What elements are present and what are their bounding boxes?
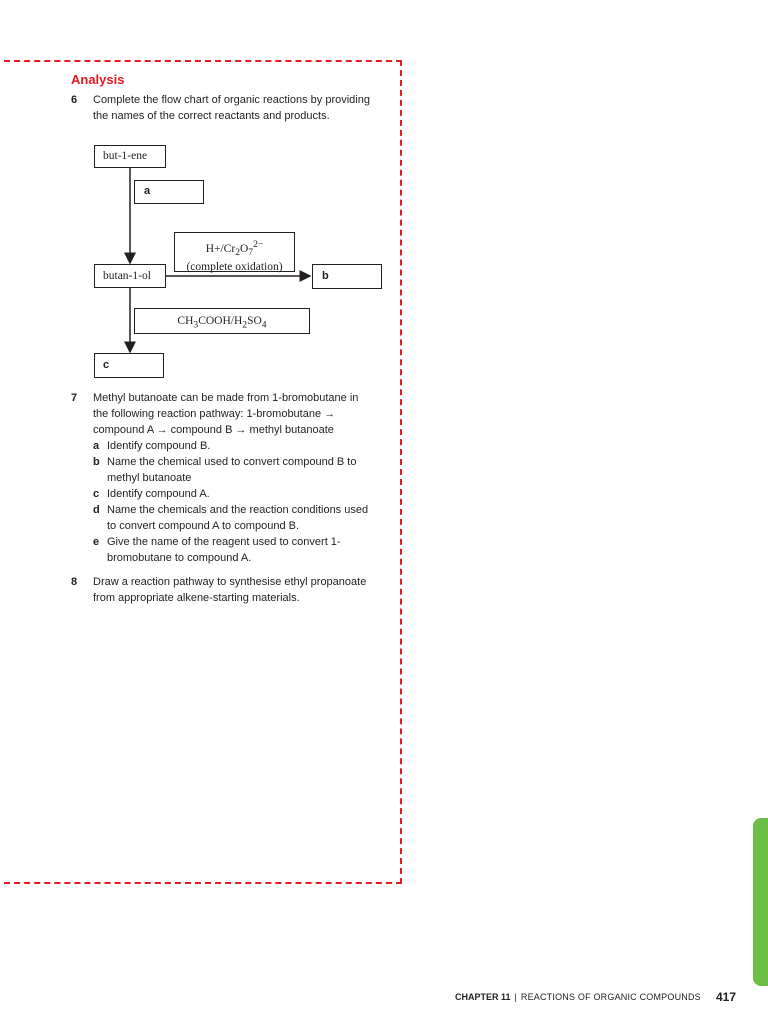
part-text: Give the name of the reagent used to convert 1-bromobutane to compound A. (107, 536, 341, 564)
question-part (93, 486, 371, 502)
section-heading: Analysis (71, 72, 125, 87)
part-letter: b (93, 456, 100, 468)
chapter-topic: REACTIONS OF ORGANIC COMPOUNDS (520, 992, 701, 1002)
middle-product-box (94, 264, 166, 288)
answer-label-b: b (322, 270, 329, 282)
footer-separator: | (514, 992, 517, 1002)
chapter-tab (753, 818, 768, 986)
ester-reagent: $CH_3COOH/H_2SO_4$ (177, 315, 267, 331)
part-text: Identify compound A. (107, 488, 210, 500)
part-text: Name the chemical used to convert compound B to methyl butanoate (107, 456, 357, 484)
oxidation-condition-box (174, 232, 295, 272)
part-letter: a (93, 440, 100, 452)
question-number: 7 (71, 392, 78, 404)
answer-box-c (94, 353, 164, 378)
oxidation-note: (complete oxidation) (186, 261, 283, 274)
part-letter: c (93, 488, 100, 500)
question-8 (71, 574, 371, 606)
start-reactant: but-1-ene (103, 150, 148, 162)
question-part (93, 454, 371, 486)
question-7 (71, 390, 371, 566)
question-text: Methyl butanoate can be made from 1-bromobutane in the following reaction pathway: 1-bromobutane → compound A → compound B → methyl butanoate (93, 392, 359, 436)
part-text: Name the chemicals and the reaction conditions used to convert compound A to compound B. (107, 504, 369, 532)
page-number: 417 (716, 990, 737, 1004)
ester-condition-box (134, 308, 310, 334)
oxidation-reagent: $H+/Cr_2O_7^{2-}$ (205, 239, 264, 259)
start-reactant-box (94, 145, 166, 168)
question-part (93, 438, 371, 454)
question-text: Complete the flow chart of organic reactions by providing the names of the correct reactants and products. (93, 94, 370, 122)
part-letter: e (93, 536, 100, 548)
question-part (93, 534, 371, 566)
question-part (93, 502, 371, 534)
question-text: Draw a reaction pathway to synthesise ethyl propanoate from appropriate alkene-starting materials. (93, 576, 367, 604)
question-number: 8 (71, 576, 78, 588)
part-text: Identify compound B. (107, 440, 211, 452)
part-letter: d (93, 504, 100, 516)
answer-box-a (134, 180, 204, 204)
answer-label-c: c (103, 359, 110, 371)
answer-label-a: a (144, 185, 151, 197)
question-number: 6 (71, 94, 78, 106)
middle-product: butan-1-ol (103, 270, 151, 282)
chapter-label: CHAPTER 11 (455, 992, 511, 1002)
answer-box-b (312, 264, 382, 289)
running-footer (455, 992, 701, 1002)
